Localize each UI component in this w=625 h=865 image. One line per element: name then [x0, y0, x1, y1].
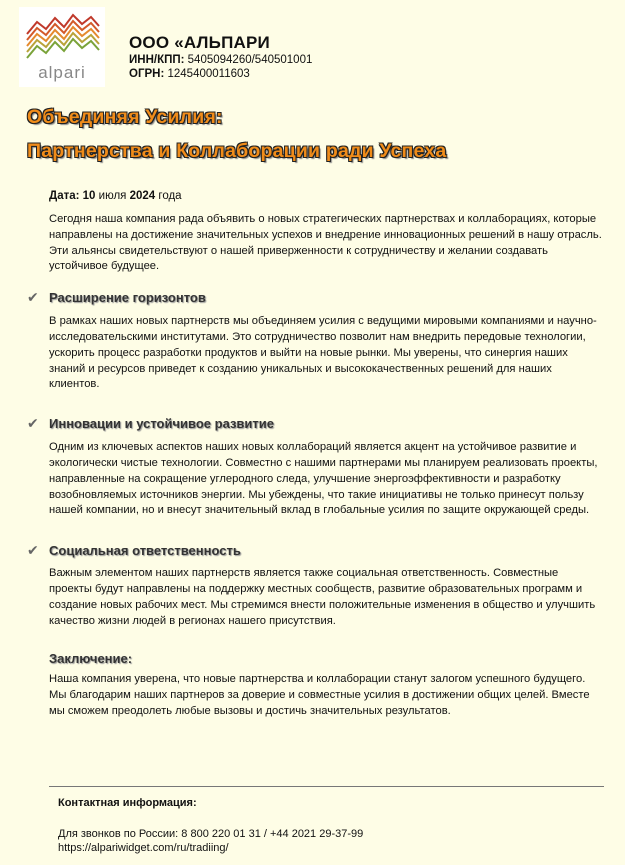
- ogrn-label: ОГРН:: [129, 68, 165, 80]
- section-heading-innovation: [27, 415, 604, 432]
- conclusion-heading: Заключение:: [49, 651, 133, 667]
- mountain-logo-icon: [19, 7, 105, 87]
- inn-value: 5405094260/540501001: [187, 54, 313, 66]
- company-name: ООО «АЛЬПАРИ: [129, 33, 270, 52]
- date-year: 2024: [129, 190, 156, 202]
- date-line: [49, 190, 604, 202]
- section-heading-social: [27, 542, 604, 559]
- date-suffix: года: [158, 190, 182, 202]
- divider: [49, 786, 604, 787]
- title-line-1: Объединяя Усилия:: [27, 106, 223, 128]
- company-header: [129, 33, 312, 81]
- inn-line: [129, 53, 312, 67]
- contact-title: Контактная информация:: [58, 797, 197, 809]
- date-label: Дата:: [49, 190, 80, 202]
- section-paragraph-innovation: Одним из ключевых аспектов наших новых коллабораций является акцент на устойчивое развитие и экологически чистые технологии. Совместно с нашими партнерами мы планируем реализовать проекты, направленные на сокращение углеродного следа, улучшение энергоэффективности и разработку возобновляемых источников энергии. Мы убеждены, что такие инициативы не только принесут пользу нашей компании, но и внесут значительный вклад в глобальные усилия по защите окружающей среды.: [49, 441, 598, 517]
- section-heading-horizons: [27, 289, 604, 306]
- logo-wordmark: alpari: [38, 63, 86, 82]
- section-heading-text: Расширение горизонтов: [49, 290, 206, 306]
- date-day: 10: [82, 190, 96, 202]
- section-heading-text: Инновации и устойчивое развитие: [49, 416, 274, 432]
- date-month: июля: [98, 190, 127, 202]
- section-paragraph-horizons: В рамках наших новых партнерств мы объединяем усилия с ведущими мировыми компаниями и научно-исследовательскими институтами. Это сотрудничество позволит нам внедрить передовые технологии, ускорить процесс разработки продуктов и выйти на новые рынки. Мы уверены, что синергия наших знаний и ресурсов приведет к созданию уникальных и высококачественных решений для наших клиентов.: [49, 315, 597, 391]
- inn-label: ИНН/КПП:: [129, 54, 185, 66]
- title-line-2: Партнерства и Коллаборации ради Успеха: [27, 140, 447, 162]
- conclusion-paragraph: Наша компания уверена, что новые партнерства и коллаборации станут залогом успешного будущего. Мы благодарим наших партнеров за доверие и совместные усилия в достижении общих целей. Вместе мы сможем преодолеть любые вызовы и достичь значительных результатов.: [49, 673, 590, 717]
- contact-phones: Для звонков по России: 8 800 220 01 31 / +44 2021 29-37-99: [58, 828, 364, 840]
- contact-url[interactable]: https://alpariwidget.com/ru/tradiing/: [58, 842, 229, 854]
- page-title: [27, 100, 446, 168]
- checkmark-icon: ✔: [27, 289, 39, 306]
- ogrn-value: 1245400011603: [167, 68, 250, 80]
- checkmark-icon: ✔: [27, 542, 39, 559]
- intro-paragraph: Сегодня наша компания рада объявить о новых стратегических партнерствах и коллаборациях, которые направлены на достижение значительных успехов и внедрение инновационных решений в нашу отрасль. Эти альянсы свидетельствуют о нашей приверженности к сотрудничеству и желании создавать устойчивое будущее.: [49, 213, 602, 273]
- ogrn-line: [129, 67, 312, 81]
- checkmark-icon: ✔: [27, 415, 39, 432]
- section-heading-text: Социальная ответственность: [49, 543, 241, 559]
- section-paragraph-social: Важным элементом наших партнерств является также социальная ответственность. Совместные проекты будут направлены на поддержку местных сообществ, развитие образовательных программ и создание новых рабочих мест. Мы стремимся внести положительные изменения в общество и улучшить качество жизни людей в регионах нашего присутствия.: [49, 567, 596, 627]
- company-logo: [19, 7, 105, 87]
- article-body: [27, 190, 604, 720]
- contact-block: [58, 796, 363, 855]
